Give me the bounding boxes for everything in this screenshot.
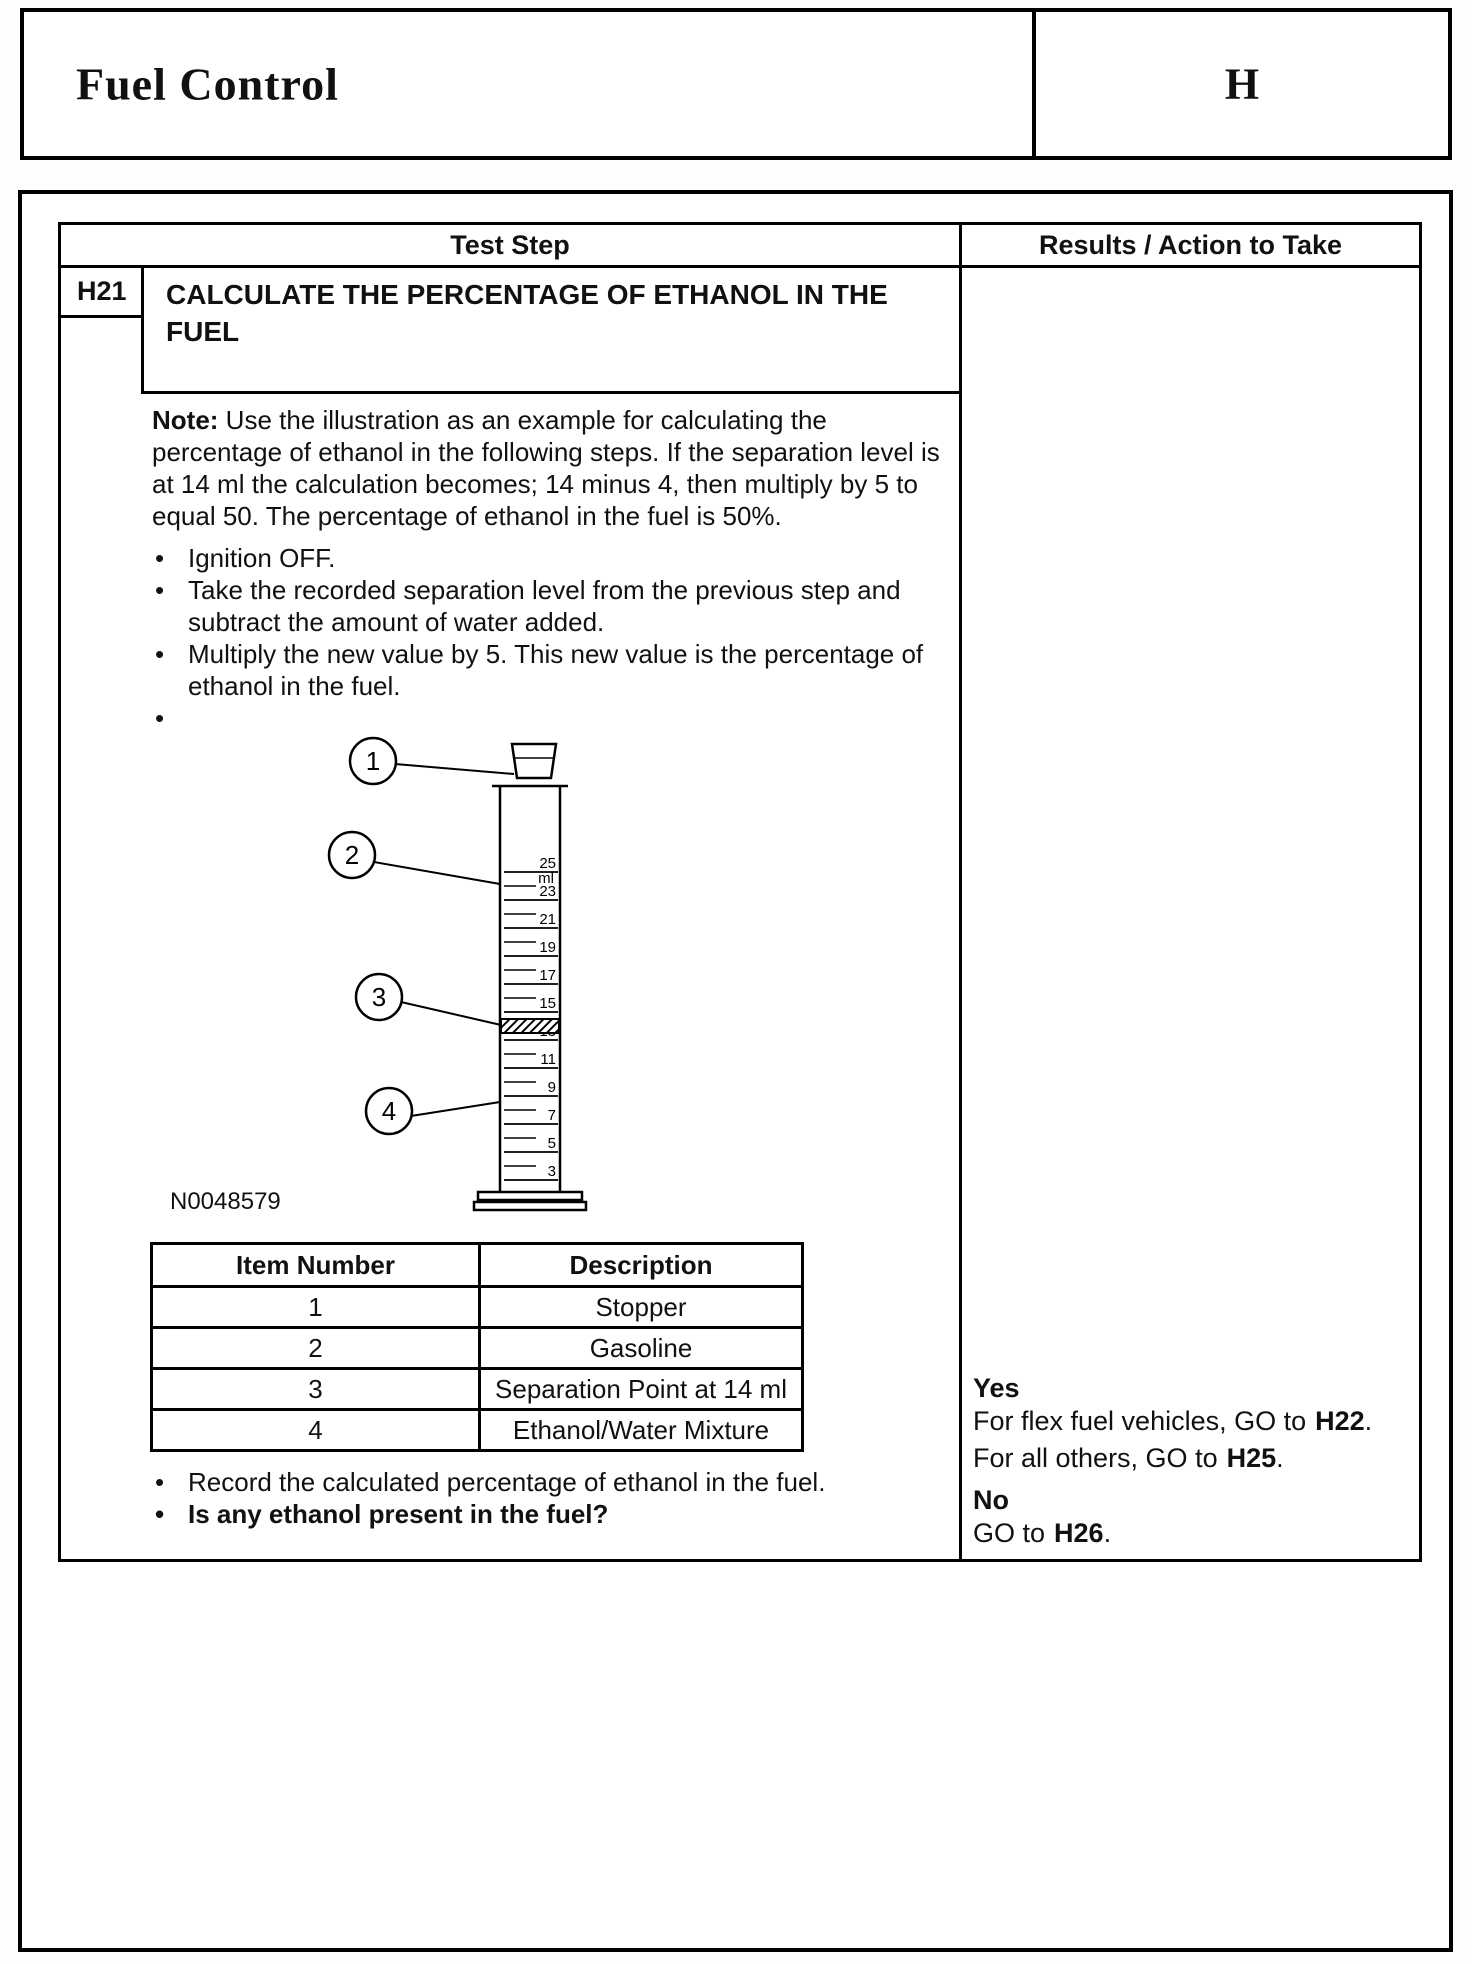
list-item xyxy=(152,638,945,702)
separation-band xyxy=(501,1019,559,1033)
go-to-step: H26 xyxy=(1054,1518,1104,1548)
callout-1 xyxy=(350,738,514,784)
go-to-step: H22 xyxy=(1315,1406,1365,1436)
content-box xyxy=(18,190,1453,1952)
stopper xyxy=(512,744,556,778)
instruction-list xyxy=(152,542,945,734)
description-header: Description xyxy=(480,1244,803,1287)
scale-labels xyxy=(538,855,556,1180)
svg-text:2: 2 xyxy=(344,840,360,870)
svg-text:15: 15 xyxy=(539,995,556,1012)
column-divider xyxy=(959,225,962,1559)
list-item-text: Take the recorded separation level from the previous step and subtract the amount of water added. xyxy=(188,575,901,637)
note-text: Use the illustration as an example for calculating the percentage of ethanol in the following steps. If the separation level is at 14 ml the calculation becomes; 14 minus 4, then multiply by 5 to equal 50. The percentage of ethanol in the fuel is 50%. xyxy=(152,405,940,531)
callout-2 xyxy=(329,832,500,884)
list-item-text: Record the calculated percentage of ethanol in the fuel. xyxy=(188,1467,826,1497)
yes-action-line xyxy=(973,1405,1416,1438)
svg-text:17: 17 xyxy=(539,967,556,984)
action-text: GO to xyxy=(973,1518,1046,1548)
svg-text:3: 3 xyxy=(547,1163,556,1180)
bullet-icon: • xyxy=(155,1467,165,1497)
test-step-body xyxy=(144,394,959,1530)
callout-3 xyxy=(356,974,501,1025)
note-paragraph xyxy=(152,404,945,532)
question-text: Is any ethanol present in the fuel? xyxy=(188,1499,609,1529)
results-actions xyxy=(973,1372,1416,1550)
graduated-cylinder-illustration xyxy=(140,734,700,1226)
svg-text:23: 23 xyxy=(539,883,556,900)
bullet-icon: • xyxy=(155,575,165,605)
description-cell: Ethanol/Water Mixture xyxy=(480,1410,803,1451)
pinpoint-test-table xyxy=(58,222,1422,1562)
item-number-cell: 2 xyxy=(152,1328,480,1369)
item-table-header-row xyxy=(152,1244,803,1287)
table-header-row xyxy=(61,225,1419,268)
callout-4 xyxy=(366,1088,500,1134)
svg-text:21: 21 xyxy=(539,911,556,928)
bullet-icon: • xyxy=(155,543,165,573)
description-cell: Gasoline xyxy=(480,1328,803,1369)
action-punctuation: . xyxy=(1103,1518,1112,1548)
item-number-cell: 4 xyxy=(152,1410,480,1451)
description-cell: Stopper xyxy=(480,1287,803,1328)
list-item-text: Ignition OFF. xyxy=(188,543,336,573)
closing-instruction-list xyxy=(152,1466,945,1530)
step-title: CALCULATE THE PERCENTAGE OF ETHANOL IN THE FUEL xyxy=(144,268,959,394)
bullet-icon: • xyxy=(155,1499,165,1529)
svg-text:9: 9 xyxy=(547,1079,556,1096)
page-header xyxy=(20,8,1452,160)
bullet-icon: • xyxy=(155,639,165,669)
table-row xyxy=(152,1410,803,1451)
list-item-text xyxy=(188,702,945,734)
action-punctuation: . xyxy=(1364,1406,1373,1436)
svg-text:5: 5 xyxy=(547,1135,556,1152)
svg-text:1: 1 xyxy=(365,746,381,776)
yes-label: Yes xyxy=(973,1373,1020,1403)
table-row xyxy=(152,1369,803,1410)
note-label: Note: xyxy=(152,405,219,435)
yes-action-line xyxy=(973,1442,1416,1475)
table-row xyxy=(152,1328,803,1369)
bullet-icon: • xyxy=(155,703,165,733)
action-text: For all others, GO to xyxy=(973,1443,1218,1473)
section-letter: H xyxy=(1224,59,1260,109)
test-step-column-header: Test Step xyxy=(450,230,570,260)
action-punctuation: . xyxy=(1276,1443,1284,1473)
go-to-step: H25 xyxy=(1226,1443,1277,1473)
item-number-cell: 3 xyxy=(152,1369,480,1410)
svg-text:19: 19 xyxy=(539,939,556,956)
svg-text:7: 7 xyxy=(547,1107,556,1124)
step-id: H21 xyxy=(61,268,141,318)
results-column-header: Results / Action to Take xyxy=(1038,230,1343,260)
list-item-text: Multiply the new value by 5. This new value is the percentage of ethanol in the fuel. xyxy=(188,639,924,701)
list-item xyxy=(152,542,945,574)
action-text: For flex fuel vehicles, GO to xyxy=(973,1406,1307,1436)
item-table xyxy=(150,1242,804,1452)
no-label: No xyxy=(973,1485,1009,1515)
description-cell: Separation Point at 14 ml xyxy=(480,1369,803,1410)
svg-text:11: 11 xyxy=(540,1051,556,1068)
no-action-line xyxy=(973,1517,1416,1550)
svg-text:3: 3 xyxy=(371,982,387,1012)
cylinder-figure xyxy=(140,734,945,1226)
figure-id: N0048579 xyxy=(170,1188,281,1215)
item-number-header: Item Number xyxy=(152,1244,480,1287)
page-title: Fuel Control xyxy=(76,58,339,110)
item-number-cell: 1 xyxy=(152,1287,480,1328)
list-item xyxy=(152,702,945,734)
svg-text:4: 4 xyxy=(381,1096,397,1126)
svg-text:ml: ml xyxy=(538,870,554,887)
svg-text:25: 25 xyxy=(539,855,556,872)
cylinder-base xyxy=(474,1192,586,1210)
graduated-cylinder xyxy=(474,744,586,1210)
list-item xyxy=(152,574,945,638)
table-row xyxy=(152,1287,803,1328)
list-item xyxy=(152,1498,945,1530)
list-item xyxy=(152,1466,945,1498)
